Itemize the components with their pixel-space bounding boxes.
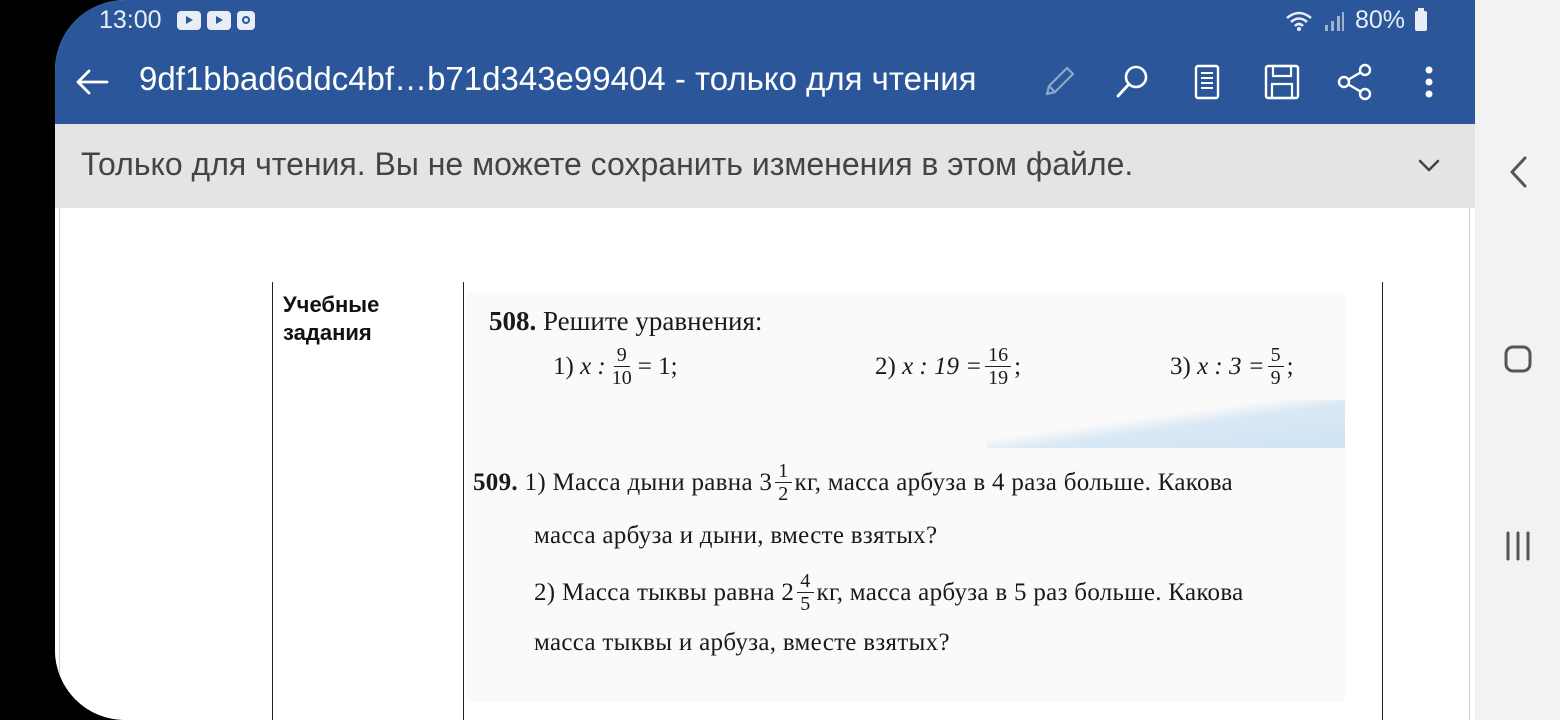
nav-home-icon[interactable] <box>1503 344 1533 374</box>
document-title: 9df1bbad6ddc4bf…b71d343e99404 - только для чтения <box>139 60 977 97</box>
numerator: 4 <box>797 570 813 593</box>
denominator: 5 <box>800 593 811 615</box>
nav-back-icon[interactable] <box>1503 152 1533 192</box>
denominator: 2 <box>778 483 789 505</box>
eq-right: = 1; <box>637 352 678 380</box>
numerator: 9 <box>614 344 630 367</box>
fraction <box>609 344 635 389</box>
fraction <box>985 344 1011 389</box>
status-right <box>1285 6 1427 35</box>
media-icon <box>237 11 255 30</box>
more-options-icon[interactable] <box>1409 62 1449 102</box>
exercise-508-title <box>489 306 762 337</box>
save-icon[interactable] <box>1262 62 1302 102</box>
signal-icon <box>1323 10 1345 32</box>
equation-3 <box>1170 344 1294 389</box>
system-nav-bar <box>1475 0 1560 720</box>
text-segment: 1) Масса дыни равна 3 <box>524 468 773 496</box>
cell-label-line1: Учебные <box>283 292 380 317</box>
equation-2 <box>875 344 1021 389</box>
text-segment: масса тыквы и арбуза, вместе взятых? <box>534 629 950 656</box>
eq-prefix: 1) <box>553 352 574 380</box>
text-segment: кг, масса арбуза в 4 раза больше. Какова <box>794 468 1233 496</box>
notification-icons <box>177 11 255 30</box>
exercise-509-part1 <box>473 460 1233 505</box>
scan-decoration <box>987 400 1345 448</box>
status-bar <box>55 0 1475 42</box>
youtube-icon <box>207 11 231 30</box>
table-cell-label <box>283 291 379 347</box>
exercise-number: 509. <box>473 468 518 496</box>
search-icon[interactable] <box>1113 62 1153 102</box>
table-border-left <box>272 282 273 720</box>
text-segment: кг, масса арбуза в 5 раз больше. Какова <box>816 578 1244 606</box>
read-only-info-bar <box>55 124 1475 208</box>
chevron-down-icon[interactable] <box>1415 152 1443 180</box>
battery-icon <box>1415 11 1427 31</box>
eq-left: x : <box>580 352 606 380</box>
eq-left: x : 3 = <box>1197 352 1265 380</box>
app-toolbar <box>55 42 1475 124</box>
read-only-message: Только для чтения. Вы не можете сохранить изменения в этом файле. <box>81 146 1134 182</box>
text-segment: масса арбуза и дыни, вместе взятых? <box>534 522 938 549</box>
table-border-right <box>1382 282 1383 720</box>
cell-label-line2: задания <box>283 320 372 345</box>
wifi-icon <box>1285 10 1313 32</box>
denominator: 9 <box>1270 367 1281 389</box>
page-left-edge <box>59 208 60 720</box>
exercise-heading: Решите уравнения: <box>543 306 763 336</box>
page-right-edge <box>1469 208 1470 720</box>
exercise-509-part2-line2 <box>534 629 950 657</box>
scanned-textbook-image <box>467 292 1345 702</box>
eq-prefix: 2) <box>875 352 896 380</box>
numerator: 5 <box>1268 344 1284 367</box>
fraction <box>775 460 791 505</box>
fraction <box>797 570 813 615</box>
table-border-middle <box>463 282 464 720</box>
exercise-509-part2 <box>534 570 1244 615</box>
back-arrow-icon[interactable] <box>73 62 113 102</box>
numerator: 16 <box>985 344 1011 367</box>
eq-prefix: 3) <box>1170 352 1191 380</box>
youtube-icon <box>177 11 201 30</box>
eq-right: ; <box>1014 352 1022 380</box>
eq-right: ; <box>1286 352 1294 380</box>
denominator: 10 <box>611 367 632 389</box>
share-icon[interactable] <box>1335 62 1375 102</box>
numerator: 1 <box>775 460 791 483</box>
reading-mode-icon[interactable] <box>1187 62 1227 102</box>
exercise-number: 508. <box>489 306 537 336</box>
phone-screen <box>55 0 1475 720</box>
exercise-509-part1-line2 <box>534 522 937 550</box>
battery-percent: 80% <box>1354 6 1405 34</box>
fraction <box>1268 344 1284 389</box>
status-time: 13:00 <box>99 6 162 34</box>
denominator: 19 <box>988 367 1009 389</box>
nav-recents-icon[interactable] <box>1503 530 1533 562</box>
document-area[interactable] <box>55 208 1475 720</box>
eq-left: x : 19 = <box>902 352 983 380</box>
edit-pencil-icon[interactable] <box>1039 62 1079 102</box>
equation-1 <box>553 344 678 389</box>
text-segment: 2) Масса тыквы равна 2 <box>534 578 795 606</box>
